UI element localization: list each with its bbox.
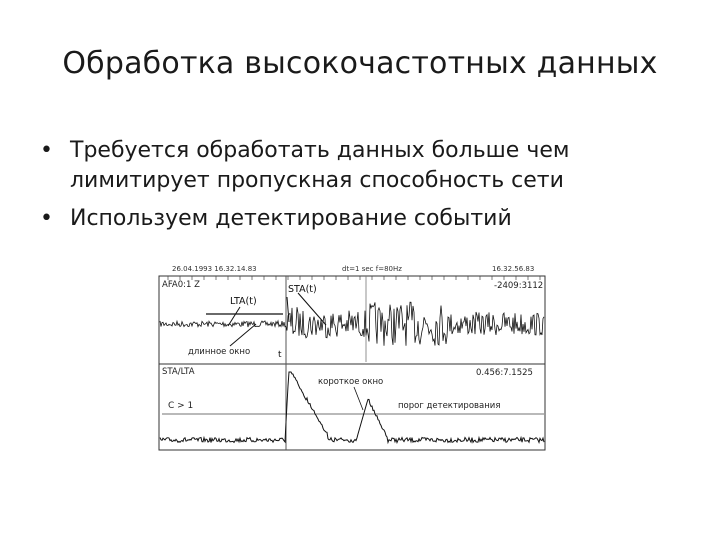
long-window-pointer-line — [230, 324, 256, 346]
header-params: dt=1 sec f=80Hz — [342, 265, 402, 273]
time-ticks — [168, 276, 540, 280]
bullet-dot-icon: • — [40, 206, 53, 231]
seismogram-svg — [158, 262, 548, 452]
slide-title: Обработка высокочастотных данных — [62, 46, 658, 81]
bullet-item — [40, 204, 680, 234]
bottom-channel-label: STA/LTA — [162, 367, 195, 377]
top-value-label: -2409:3112 — [494, 281, 544, 291]
bottom-value-label: 0.456:7.1525 — [476, 368, 533, 378]
bullet-item — [40, 136, 680, 196]
condition-label: C > 1 — [168, 401, 194, 411]
seismogram-figure — [158, 262, 548, 456]
seismic-waveform — [160, 302, 544, 346]
bullet-dot-icon: • — [40, 138, 53, 163]
header-end-time: 16.32.56.83 — [492, 265, 535, 273]
t-label: t — [278, 350, 282, 360]
short-window-pointer-line — [354, 387, 363, 410]
bullet-list — [40, 136, 680, 242]
threshold-label: порог детектирования — [398, 401, 501, 411]
sta-window-pointer-line — [298, 293, 326, 325]
top-channel-label: AFA0:1 Z — [162, 280, 200, 290]
lta-label: LTA(t) — [230, 296, 257, 307]
long-window-label: длинное окно — [188, 347, 251, 357]
header-datetime: 26.04.1993 16.32.14.83 — [172, 265, 257, 273]
bullet-text: Требуется обработать данных больше чем лимитирует пропускная способность сети — [70, 138, 570, 193]
sta-label: STA(t) — [288, 284, 317, 295]
short-window-label: короткое окно — [318, 377, 384, 387]
bullet-text: Используем детектирование событий — [70, 206, 512, 231]
